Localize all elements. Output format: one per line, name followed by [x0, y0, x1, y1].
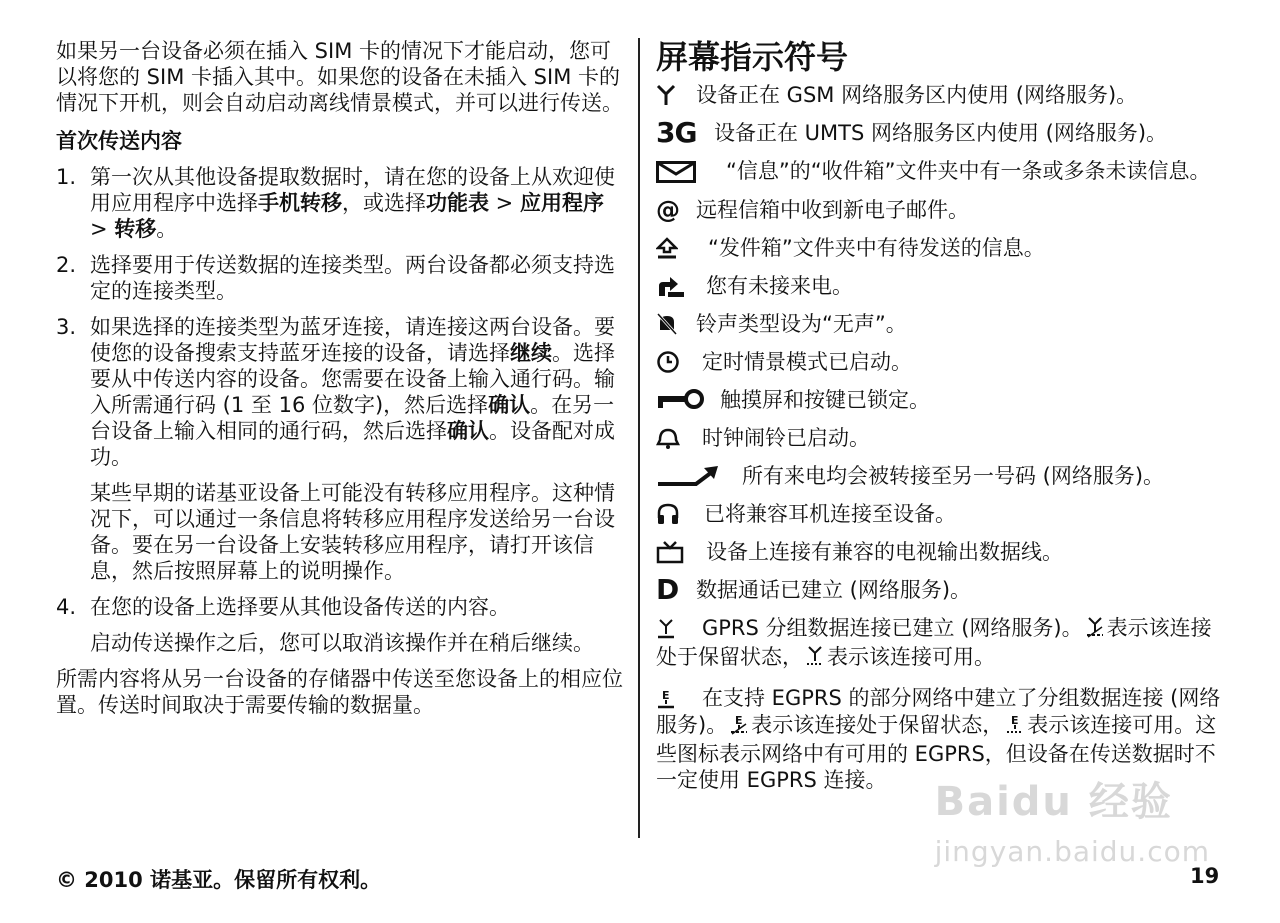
- indicator-text: 定时情景模式已启动。: [702, 350, 912, 374]
- separator: >: [90, 217, 115, 241]
- indicator-text: 数据通话已建立 (网络服务)。: [696, 578, 972, 602]
- step-text: 。: [156, 217, 178, 241]
- copyright: © 2010 诺基亚。保留所有权利。: [56, 868, 382, 892]
- indicator-text: 远程信箱中收到新电子邮件。: [696, 198, 969, 222]
- data-call-icon-label: D: [656, 573, 680, 606]
- indicator-row: [656, 116, 1228, 149]
- indicator-text: 设备上连接有兼容的电视输出数据线。: [706, 540, 1063, 564]
- missed-call-icon: [656, 273, 706, 299]
- step-text: 。在另一台设备上输入相同的通行码，然后选择: [90, 393, 615, 443]
- envelope-icon: [656, 159, 720, 185]
- intro-paragraph: 如果另一台设备必须在插入 SIM 卡的情况下才能启动，您可以将您的 SIM 卡插入其中。如果您的设备在未插入 SIM 卡的情况下开机，则会自动启动离线情景模式，并可以进行传送。: [56, 39, 623, 115]
- alarm-icon: [656, 425, 702, 451]
- list-item: [56, 594, 626, 656]
- section-heading: 首次传送内容: [56, 129, 182, 153]
- antenna-icon: [656, 82, 696, 108]
- indicator-row: [656, 82, 1228, 108]
- column-divider: [638, 38, 640, 838]
- step-note: 启动传送操作之后，您可以取消该操作并在稍后继续。: [90, 631, 594, 655]
- indicator-row: [656, 463, 1228, 489]
- indicator-row: [656, 573, 1228, 606]
- indicator-text: GPRS 分组数据连接已建立 (网络服务)。: [702, 616, 1083, 640]
- watermark-brand: Baidu 经验: [934, 779, 1173, 825]
- step-text: 选择要用于传送数据的连接类型。两台设备都必须支持选定的连接类型。: [90, 253, 615, 303]
- egprs-icon: [656, 686, 696, 712]
- headset-icon: [656, 501, 704, 527]
- menu-term: 应用程序: [519, 191, 604, 215]
- egprs-available-icon: [1005, 713, 1025, 741]
- svg-text:E: E: [662, 689, 670, 702]
- svg-text:E: E: [735, 714, 743, 727]
- indicator-text: “发件箱”文件夹中有待发送的信息。: [708, 236, 1045, 260]
- indicator-text: 铃声类型设为“无声”。: [696, 312, 907, 336]
- gprs-held-icon: [1085, 616, 1105, 644]
- menu-term: 继续: [510, 341, 552, 365]
- menu-term: 确认: [488, 393, 531, 417]
- gprs-icon: [656, 616, 696, 642]
- indicator-text: 时钟闹铃已启动。: [702, 426, 870, 450]
- 3g-icon: [656, 116, 714, 149]
- indicator-row: [656, 235, 1228, 261]
- indicator-row: [656, 197, 1228, 223]
- data-call-icon: [656, 573, 696, 606]
- indicator-text: 您有未接来电。: [706, 274, 853, 298]
- divert-icon: [656, 463, 742, 489]
- list-item: [56, 314, 626, 584]
- outbox-icon: [656, 235, 708, 261]
- step-text: 如果选择的连接类型为蓝牙连接，请连接这两台设备。要使您的设备搜索支持蓝牙连接的设备，请选择: [90, 315, 615, 365]
- separator: >: [489, 191, 520, 215]
- step-number: 4.: [56, 595, 77, 619]
- at-icon: [656, 197, 696, 223]
- indicators-heading: 屏幕指示符号: [656, 38, 849, 76]
- egprs-held-icon: [729, 713, 749, 741]
- step-number: 1.: [56, 165, 77, 189]
- indicator-text: 表示该连接处于保留状态，: [751, 713, 1004, 737]
- gprs-available-icon: [805, 645, 825, 673]
- indicator-row: [656, 615, 1228, 673]
- indicator-text: 表示该连接处于保留状态，: [656, 616, 1212, 669]
- step-number: 3.: [56, 315, 77, 339]
- step-text: ，或选择: [342, 191, 426, 215]
- 3g-icon-label: 3G: [656, 116, 697, 149]
- watermark-url: jingyan.baidu.com: [934, 835, 1210, 868]
- indicator-text: 触摸屏和按键已锁定。: [720, 388, 930, 412]
- right-column: [656, 38, 1228, 805]
- watermark: [935, 770, 1210, 868]
- indicator-text: 在支持 EGPRS 的部分网络中建立了分组数据连接 (网络服务)。: [656, 686, 1221, 737]
- indicator-text: 表示该连接可用。: [827, 645, 995, 669]
- menu-term: 确认: [447, 419, 489, 443]
- step-text: 第一次从其他设备提取数据时，请在您的设备上从欢迎使用应用程序中选择: [90, 165, 615, 215]
- menu-term: 功能表: [426, 191, 489, 215]
- list-item: [56, 252, 626, 304]
- timer-icon: [656, 349, 702, 375]
- silent-icon: [656, 311, 696, 337]
- indicator-row: [656, 311, 1228, 337]
- indicator-row: [656, 425, 1228, 451]
- indicator-row: [656, 158, 1228, 185]
- step-text: 。选择要从中传送内容的设备。您需要在设备上输入通行码。输入所需通行码 (1 至 16 位数字)，然后选择: [90, 341, 615, 417]
- indicator-text: 设备正在 GSM 网络服务区内使用 (网络服务)。: [696, 83, 1138, 107]
- indicator-text: 设备正在 UMTS 网络服务区内使用 (网络服务)。: [714, 121, 1168, 145]
- tv-icon: [656, 539, 706, 565]
- indicator-row: [656, 349, 1228, 375]
- list-item: [56, 164, 626, 242]
- indicator-row: [656, 539, 1228, 565]
- closing-paragraph: 所需内容将从另一台设备的存储器中传送至您设备上的相应位置。传送时间取决于需要传输的数据量。: [56, 667, 623, 717]
- step-note: 某些早期的诺基亚设备上可能没有转移应用程序。这种情况下，可以通过一条信息将转移应用程序发送给另一台设备。要在另一台设备上安装转移应用程序，请打开该信息，然后按照屏幕上的说明操作。: [90, 481, 615, 583]
- indicator-row: [656, 273, 1228, 299]
- page-number: 19: [1190, 864, 1220, 888]
- key-icon: [656, 387, 720, 413]
- menu-term: 转移: [114, 217, 157, 241]
- left-column: [56, 38, 626, 718]
- indicator-text: “信息”的“收件箱”文件夹中有一条或多条未读信息。: [726, 159, 1211, 183]
- at-icon-label: @: [656, 196, 680, 224]
- indicator-text: 所有来电均会被转接至另一号码 (网络服务)。: [742, 464, 1165, 488]
- svg-text:E: E: [1011, 714, 1019, 727]
- menu-term: 手机转移: [258, 191, 342, 215]
- indicator-text: 表示该连接可用。这些图标表示网络中有可用的 EGPRS，但设备在传送数据时不一定使用 EGPRS 连接。: [656, 713, 1217, 792]
- steps-list: [56, 164, 626, 656]
- step-number: 2.: [56, 253, 77, 277]
- step-text: 。设备配对成功。: [90, 419, 615, 469]
- indicator-row: [656, 387, 1228, 413]
- step-text: 在您的设备上选择要从其他设备传送的内容。: [90, 595, 510, 619]
- indicator-text: 已将兼容耳机连接至设备。: [704, 502, 956, 526]
- indicator-row: [656, 501, 1228, 527]
